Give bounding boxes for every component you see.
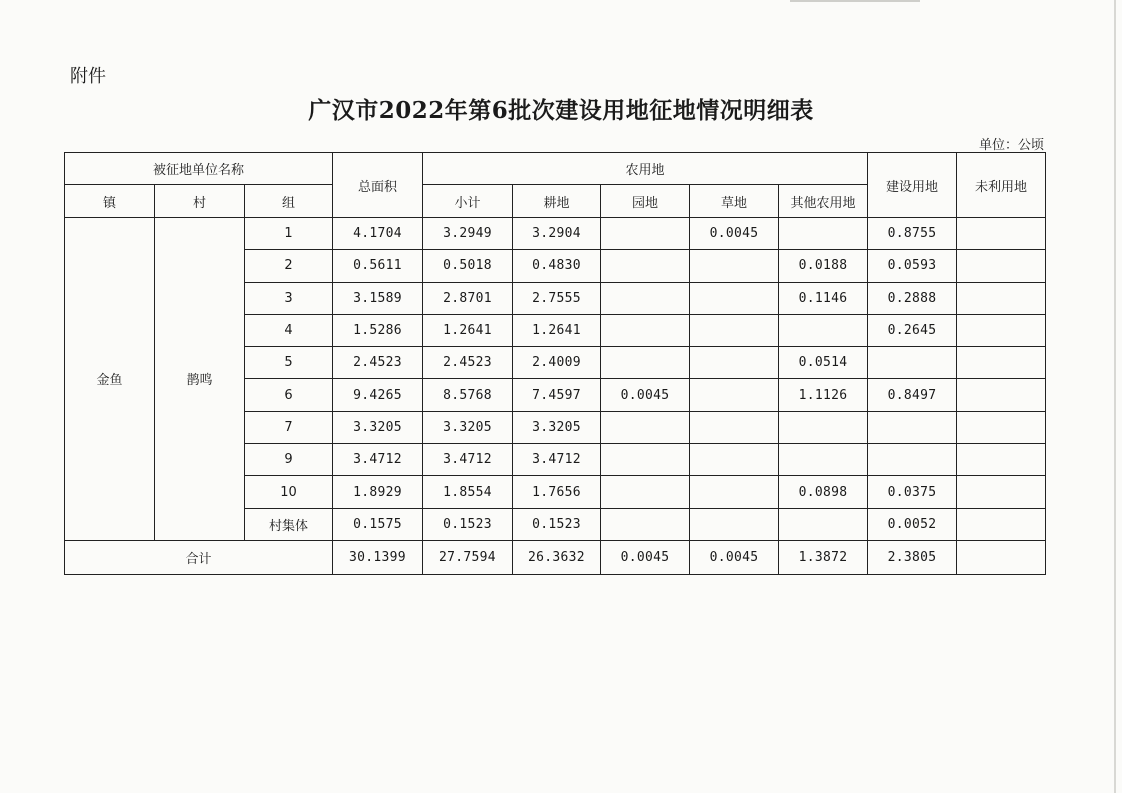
- construction-cell: [868, 347, 957, 379]
- header-cultivated: 耕地: [513, 185, 601, 218]
- other-agri-cell: [779, 444, 868, 476]
- unused-cell: [957, 476, 1046, 508]
- other-agri-cell: [779, 314, 868, 346]
- cultivated-cell: 0.4830: [513, 250, 601, 282]
- total-cell: 0.5611: [333, 250, 423, 282]
- total-cell: 30.1399: [333, 540, 423, 574]
- group-cell: 9: [245, 444, 333, 476]
- subtotal-cell: 0.5018: [423, 250, 513, 282]
- other-agri-cell: 1.1126: [779, 379, 868, 411]
- document-title: 广汉市2022年第6批次建设用地征地情况明细表: [308, 97, 814, 124]
- construction-cell: 0.0052: [868, 508, 957, 540]
- garden-cell: [601, 282, 690, 314]
- attachment-label: 附件: [70, 66, 106, 87]
- garden-cell: [601, 218, 690, 250]
- other-agri-cell: 0.0188: [779, 250, 868, 282]
- other-agri-cell: [779, 218, 868, 250]
- header-agri-land: 农用地: [423, 153, 868, 185]
- grass-cell: 0.0045: [690, 540, 779, 574]
- group-cell: 6: [245, 379, 333, 411]
- grass-cell: [690, 282, 779, 314]
- cultivated-cell: 1.7656: [513, 476, 601, 508]
- header-total-area: 总面积: [333, 153, 423, 218]
- total-cell: 1.5286: [333, 314, 423, 346]
- header-group: 组: [245, 185, 333, 218]
- subtotal-cell: 3.3205: [423, 411, 513, 443]
- total-cell: 3.3205: [333, 411, 423, 443]
- garden-cell: 0.0045: [601, 540, 690, 574]
- unused-cell: [957, 282, 1046, 314]
- grass-cell: [690, 411, 779, 443]
- construction-cell: [868, 411, 957, 443]
- town-cell: 金鱼: [65, 218, 155, 541]
- group-cell: 10: [245, 476, 333, 508]
- header-other-agri: 其他农用地: [779, 185, 868, 218]
- group-cell: 4: [245, 314, 333, 346]
- total-cell: 0.1575: [333, 508, 423, 540]
- table-row: [65, 218, 1046, 250]
- cultivated-cell: 7.4597: [513, 379, 601, 411]
- garden-cell: [601, 347, 690, 379]
- garden-cell: [601, 444, 690, 476]
- unused-cell: [957, 314, 1046, 346]
- grass-cell: [690, 444, 779, 476]
- other-agri-cell: 0.0514: [779, 347, 868, 379]
- subtotal-cell: 3.2949: [423, 218, 513, 250]
- subtotal-cell: 8.5768: [423, 379, 513, 411]
- unused-cell: [957, 250, 1046, 282]
- other-agri-cell: 1.3872: [779, 540, 868, 574]
- unused-cell: [957, 379, 1046, 411]
- group-cell: 2: [245, 250, 333, 282]
- total-cell: 4.1704: [333, 218, 423, 250]
- other-agri-cell: [779, 508, 868, 540]
- cultivated-cell: 1.2641: [513, 314, 601, 346]
- group-cell: 村集体: [245, 508, 333, 540]
- construction-cell: 0.0375: [868, 476, 957, 508]
- grass-cell: [690, 314, 779, 346]
- cultivated-cell: 2.7555: [513, 282, 601, 314]
- unused-cell: [957, 411, 1046, 443]
- garden-cell: [601, 476, 690, 508]
- cultivated-cell: 3.2904: [513, 218, 601, 250]
- total-cell: 9.4265: [333, 379, 423, 411]
- total-cell: 1.8929: [333, 476, 423, 508]
- header-village: 村: [155, 185, 245, 218]
- header-town: 镇: [65, 185, 155, 218]
- construction-cell: 0.2888: [868, 282, 957, 314]
- land-acquisition-table: [64, 152, 1046, 575]
- garden-cell: [601, 250, 690, 282]
- total-label: 合计: [65, 540, 333, 574]
- header-garden: 园地: [601, 185, 690, 218]
- village-cell: 鹊鸣: [155, 218, 245, 541]
- unit-label: 单位：公顷: [978, 138, 1044, 153]
- garden-cell: 0.0045: [601, 379, 690, 411]
- header-row-1: [65, 153, 1046, 185]
- grass-cell: [690, 347, 779, 379]
- construction-cell: 2.3805: [868, 540, 957, 574]
- header-grass: 草地: [690, 185, 779, 218]
- cultivated-cell: 3.3205: [513, 411, 601, 443]
- subtotal-cell: 0.1523: [423, 508, 513, 540]
- unused-cell: [957, 347, 1046, 379]
- construction-cell: 0.0593: [868, 250, 957, 282]
- header-construction: 建设用地: [868, 153, 957, 218]
- grass-cell: [690, 250, 779, 282]
- cultivated-cell: 3.4712: [513, 444, 601, 476]
- group-cell: 1: [245, 218, 333, 250]
- construction-cell: 0.8497: [868, 379, 957, 411]
- construction-cell: [868, 444, 957, 476]
- scan-mark: [790, 0, 920, 2]
- construction-cell: 0.2645: [868, 314, 957, 346]
- unused-cell: [957, 218, 1046, 250]
- grass-cell: [690, 476, 779, 508]
- other-agri-cell: 0.0898: [779, 476, 868, 508]
- subtotal-cell: 2.4523: [423, 347, 513, 379]
- cultivated-cell: 2.4009: [513, 347, 601, 379]
- construction-cell: 0.8755: [868, 218, 957, 250]
- header-unused: 未利用地: [957, 153, 1046, 218]
- unused-cell: [957, 508, 1046, 540]
- cultivated-cell: 0.1523: [513, 508, 601, 540]
- total-cell: 2.4523: [333, 347, 423, 379]
- subtotal-cell: 1.2641: [423, 314, 513, 346]
- header-subtotal: 小计: [423, 185, 513, 218]
- cultivated-cell: 26.3632: [513, 540, 601, 574]
- other-agri-cell: [779, 411, 868, 443]
- garden-cell: [601, 314, 690, 346]
- subtotal-cell: 3.4712: [423, 444, 513, 476]
- grass-cell: [690, 379, 779, 411]
- total-cell: 3.4712: [333, 444, 423, 476]
- grass-cell: [690, 508, 779, 540]
- unused-cell: [957, 444, 1046, 476]
- subtotal-cell: 1.8554: [423, 476, 513, 508]
- grass-cell: 0.0045: [690, 218, 779, 250]
- garden-cell: [601, 411, 690, 443]
- group-cell: 7: [245, 411, 333, 443]
- total-cell: 3.1589: [333, 282, 423, 314]
- header-unit-name: 被征地单位名称: [65, 153, 333, 185]
- group-cell: 5: [245, 347, 333, 379]
- subtotal-cell: 2.8701: [423, 282, 513, 314]
- subtotal-cell: 27.7594: [423, 540, 513, 574]
- other-agri-cell: 0.1146: [779, 282, 868, 314]
- garden-cell: [601, 508, 690, 540]
- unused-cell: [957, 540, 1046, 574]
- group-cell: 3: [245, 282, 333, 314]
- total-row: [65, 540, 1046, 574]
